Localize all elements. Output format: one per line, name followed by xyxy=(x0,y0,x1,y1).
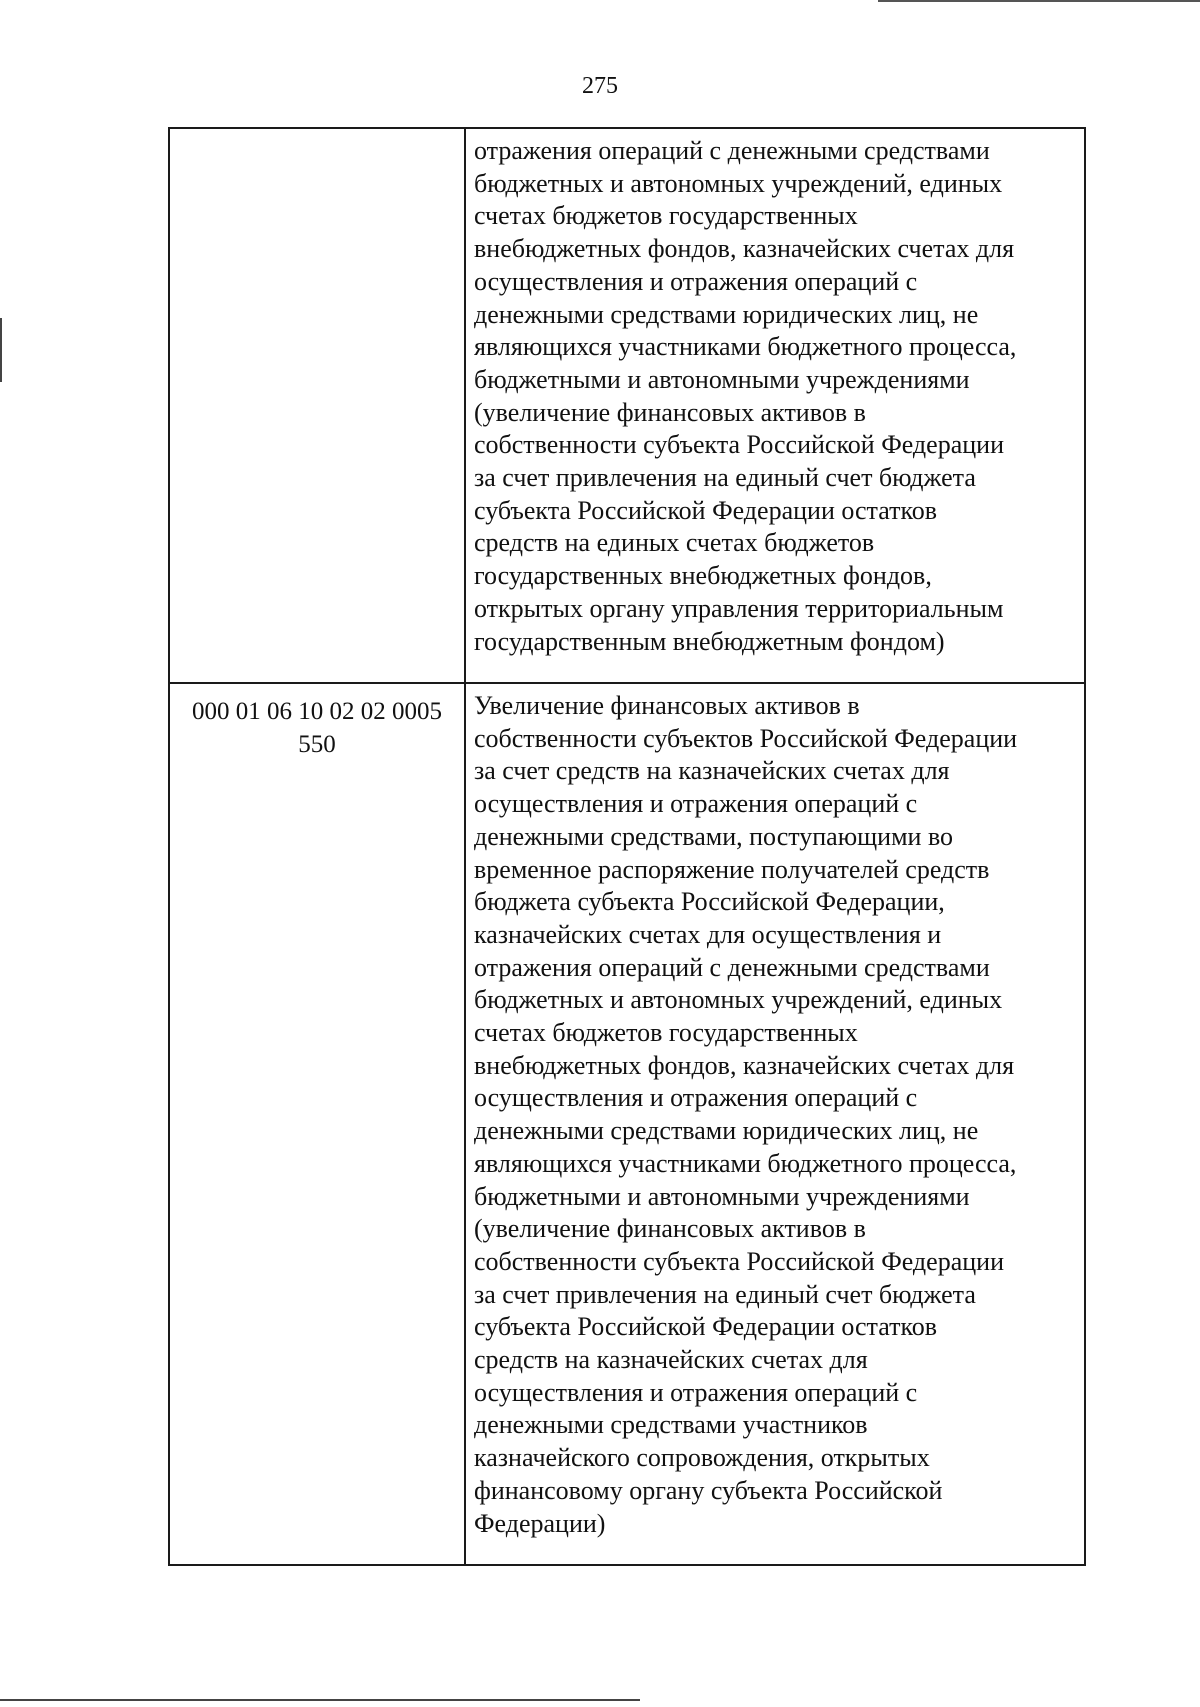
description-line: за счет привлечения на единый счет бюджета xyxy=(474,463,976,493)
description-cell xyxy=(465,128,1085,683)
description-line: осуществления и отражения операций с xyxy=(474,1377,918,1407)
description-line: открытых органу управления территориальным xyxy=(474,593,1004,623)
description-line: за счет привлечения на единый счет бюджета xyxy=(474,1279,976,1309)
table-row xyxy=(169,128,1085,683)
scan-border-bottom xyxy=(0,1699,640,1701)
description-line: временное распоряжение получателей средств xyxy=(474,854,990,884)
description-line: счетах бюджетов государственных xyxy=(474,1018,858,1048)
description-line: государственным внебюджетным фондом) xyxy=(474,626,945,656)
code-cell xyxy=(169,128,465,683)
description-line: отражения операций с денежными средствами xyxy=(474,952,990,982)
description-line: за счет средств на казначейских счетах для xyxy=(474,756,950,786)
description-line: Федерации) xyxy=(474,1508,606,1538)
description-line: отражения операций с денежными средствами xyxy=(474,136,990,165)
scan-border-top xyxy=(878,0,1200,2)
description-line: осуществления и отражения операций с xyxy=(474,1083,918,1113)
description-line: государственных внебюджетных фондов, xyxy=(474,561,932,591)
description-line: финансовому органу субъекта Российской xyxy=(474,1475,943,1505)
page-number: 275 xyxy=(582,73,618,99)
description-line: собственности субъектов Российской Федерации xyxy=(474,723,1018,753)
description-line: бюджетных и автономных учреждений, единых xyxy=(474,985,1003,1015)
description-line: средств на единых счетах бюджетов xyxy=(474,528,875,558)
description-line: бюджетных и автономных учреждений, единых xyxy=(474,168,1003,198)
description-line: внебюджетных фондов, казначейских счетах для xyxy=(474,234,1015,264)
description-line: собственности субъекта Российской Федерации xyxy=(474,1246,1004,1276)
description-line: являющихся участниками бюджетного процесса, xyxy=(474,1148,1017,1178)
description-line: (увеличение финансовых активов в xyxy=(474,397,866,427)
description-line: казначейского сопровождения, открытых xyxy=(474,1443,930,1473)
budget-classification-table xyxy=(168,127,1086,1566)
description-line: денежными средствами участников xyxy=(474,1410,868,1440)
description-cell xyxy=(465,683,1085,1565)
description-line: осуществления и отражения операций с xyxy=(474,789,918,819)
code-line: 000 01 06 10 02 02 0005 xyxy=(192,698,442,725)
description-line: средств на казначейских счетах для xyxy=(474,1345,868,1375)
description-line: являющихся участниками бюджетного процесса, xyxy=(474,332,1017,362)
description-line: денежными средствами, поступающими во xyxy=(474,821,954,851)
description-line: бюджетными и автономными учреждениями xyxy=(474,364,970,394)
description-line: внебюджетных фондов, казначейских счетах для xyxy=(474,1050,1015,1080)
description-line: бюджетными и автономными учреждениями xyxy=(474,1181,970,1211)
description-line: (увеличение финансовых активов в xyxy=(474,1214,866,1244)
description-line: бюджета субъекта Российской Федерации, xyxy=(474,887,945,917)
description-line: собственности субъекта Российской Федерации xyxy=(474,430,1004,460)
table-row xyxy=(169,683,1085,1565)
description-line: Увеличение финансовых активов в xyxy=(474,691,860,720)
description-line: субъекта Российской Федерации остатков xyxy=(474,1312,938,1342)
description-line: счетах бюджетов государственных xyxy=(474,201,858,231)
description-line: казначейских счетах для осуществления и xyxy=(474,919,942,949)
description-line: субъекта Российской Федерации остатков xyxy=(474,495,938,525)
scan-border-left xyxy=(0,318,2,382)
code-line: 550 xyxy=(298,730,336,758)
description-line: осуществления и отражения операций с xyxy=(474,266,918,296)
description-line: денежными средствами юридических лиц, не xyxy=(474,1116,979,1146)
code-cell xyxy=(169,683,465,1565)
description-line: денежными средствами юридических лиц, не xyxy=(474,299,979,329)
